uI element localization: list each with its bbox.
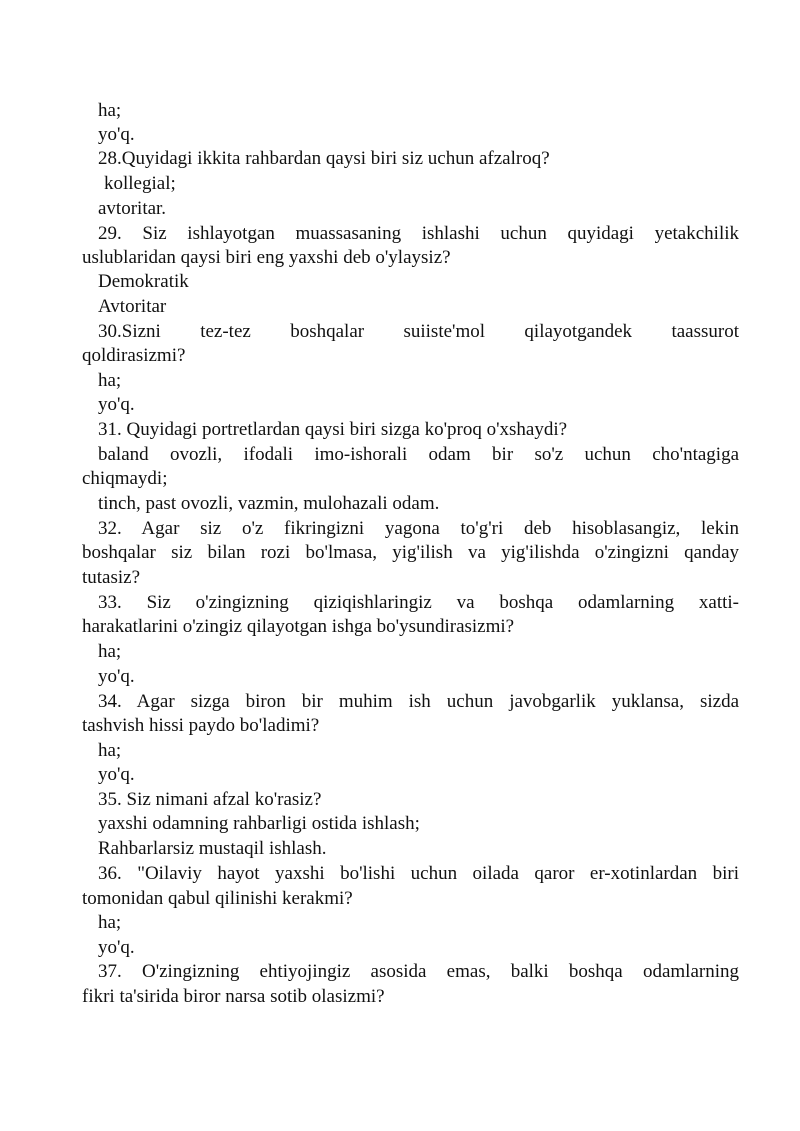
answer-collegial: kollegial; [104, 173, 176, 194]
answer-yes: ha; [98, 641, 122, 662]
answer-no: yo'q. [98, 124, 135, 145]
question-36-line-1: 36. "Oilaviy hayot yaxshi bo'lishi uchun oilada qaror er-xotinlardan biri [98, 863, 739, 884]
answer-no: yo'q. [98, 937, 135, 958]
question-33-line-1: 33. Siz o'zingizning qiziqishlaringiz va boshqa odamlarning xatti- [98, 592, 739, 613]
question-31: 31. Quyidagi portretlardan qaysi biri sizga ko'proq o'xshaydi? [98, 419, 568, 440]
answer-yes: ha; [98, 912, 122, 933]
answer-31a-line-1: baland ovozli, ifodali imo-ishorali odam bir so'z uchun cho'ntagiga [98, 444, 739, 465]
question-30-line-1: 30.Sizni tez-tez boshqalar suiiste'mol qilayotgandek taassurot [98, 321, 739, 342]
answer-yes: ha; [98, 740, 122, 761]
question-29-line-1: 29. Siz ishlayotgan muassasaning ishlashi uchun quyidagi yetakchilik [98, 223, 739, 244]
answer-yes: ha; [98, 100, 122, 121]
answer-no: yo'q. [98, 666, 135, 687]
question-28: 28.Quyidagi ikkita rahbardan qaysi biri siz uchun afzalroq? [98, 148, 550, 169]
question-32-line-3: tutasiz? [82, 567, 141, 588]
answer-no: yo'q. [98, 764, 135, 785]
question-35: 35. Siz nimani afzal ko'rasiz? [98, 789, 322, 810]
answer-31b: tinch, past ovozli, vazmin, mulohazali odam. [98, 493, 440, 514]
question-34-line-1: 34. Agar sizga biron bir muhim ish uchun javobgarlik yuklansa, sizda [98, 691, 739, 712]
answer-no: yo'q. [98, 394, 135, 415]
answer-authoritarian: avtoritar. [98, 198, 167, 219]
question-29-line-2: uslublaridan qaysi biri eng yaxshi deb o'ylaysiz? [82, 247, 451, 268]
question-32-line-1: 32. Agar siz o'z fikringizni yagona to'g'ri deb hisoblasangiz, lekin [98, 518, 739, 539]
question-37-line-2: fikri ta'sirida biror narsa sotib olasizmi? [82, 986, 385, 1007]
question-37-line-1: 37. O'zingizning ehtiyojingiz asosida emas, balki boshqa odamlarning [98, 961, 739, 982]
question-36-line-2: tomonidan qabul qilinishi kerakmi? [82, 888, 353, 909]
answer-yes: ha; [98, 370, 122, 391]
answer-31a-line-2: chiqmaydi; [82, 468, 168, 489]
answer-democratic: Demokratik [98, 271, 189, 292]
question-30-line-2: qoldirasizmi? [82, 345, 186, 366]
answer-35a: yaxshi odamning rahbarligi ostida ishlash; [98, 813, 420, 834]
answer-authoritarian-2: Avtoritar [98, 296, 167, 317]
answer-35b: Rahbarlarsiz mustaqil ishlash. [98, 838, 327, 859]
question-32-line-2: boshqalar siz bilan rozi bo'lmasa, yig'ilish va yig'ilishda o'zingizni qanday [82, 542, 739, 563]
question-33-line-2: harakatlarini o'zingiz qilayotgan ishga bo'ysundirasizmi? [82, 616, 515, 637]
question-34-line-2: tashvish hissi paydo bo'ladimi? [82, 715, 320, 736]
